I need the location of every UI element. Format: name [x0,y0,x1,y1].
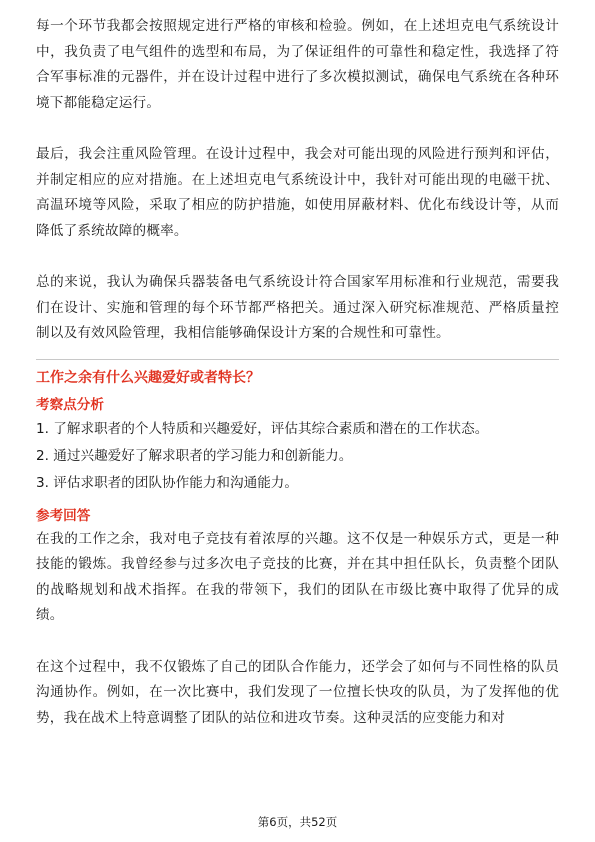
analysis-title: 考察点分析 [36,396,104,413]
page-number-footer: 第6页，共52页 [257,815,338,829]
analysis-item-3: 3. 评估求职者的团队协作能力和沟通能力。 [36,474,298,491]
document-page [36,14,559,731]
paragraph-gap [36,244,559,270]
paragraph-gap [36,629,559,655]
intro-paragraph-2: 最后，我会注重风险管理。在设计过程中，我会对可能出现的风险进行预判和评估，并制定相应的应对措施。在上述坦克电气系统设计中，我针对可能出现的电磁干扰、高温环境等风险，采取了相应的防护措施，如使用屏蔽材料、优化布线设计等，从而降低了系统故障的概率。 [36,146,559,239]
paragraph-gap [36,116,559,142]
analysis-item-1: 1. 了解求职者的个人特质和兴趣爱好，评估其综合素质和潜在的工作状态。 [36,420,489,437]
answer-paragraph-2: 在这个过程中，我不仅锻炼了自己的团队合作能力，还学会了如何与不同性格的队员沟通协作。例如，在一次比赛中，我们发现了一位擅长快攻的队员，为了发挥他的优势，我在战术上特意调整了团队的站位和进攻节奏。这种灵活的应变能力和对 [36,658,559,726]
intro-paragraph-3: 总的来说，我认为确保兵器装备电气系统设计符合国家军用标准和行业规范，需要我们在设计、实施和管理的每个环节都严格把关。通过深入研究标准规范、严格质量控制以及有效风险管理，我相信能够确保设计方案的合规性和可靠性。 [36,274,559,341]
answer-paragraph-1: 在我的工作之余，我对电子竞技有着浓厚的兴趣。这不仅是一种娱乐方式，更是一种技能的锻炼。我曾经参与过多次电子竞技的比赛，并在其中担任队长，负责整个团队的战略规划和战术指挥。在我的带领下，我们的团队在市级比赛中取得了优异的成绩。 [36,530,559,623]
answer-title: 参考回答 [36,507,91,524]
intro-paragraph-1: 每一个环节我都会按照规定进行严格的审核和检验。例如，在上述坦克电气系统设计中，我负责了电气组件的选型和布局，为了保证组件的可靠性和稳定性，我选择了符合军事标准的元器件，并在设计过程中进行了多次模拟测试，确保电气系统在各种环境下都能稳定运行。 [36,18,559,111]
analysis-item-2: 2. 通过兴趣爱好了解求职者的学习能力和创新能力。 [36,447,353,464]
section-divider [36,359,559,360]
question-heading: 工作之余有什么兴趣爱好或者特长？ [36,369,260,386]
